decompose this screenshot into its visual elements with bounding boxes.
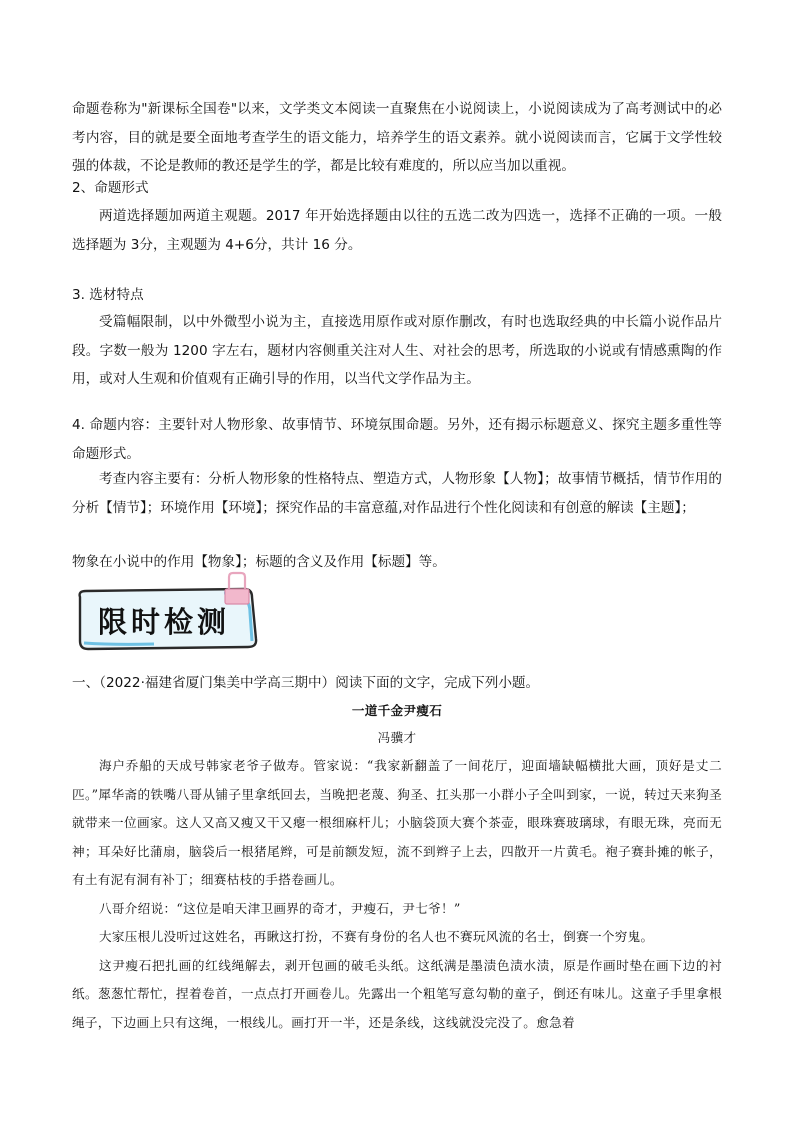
- story-paragraph: 八哥介绍说：“这位是咱天津卫画界的奇才，尹瘦石，尹七爷！”: [99, 900, 461, 916]
- question-intro-text: 一、（2022·福建省厦门集美中学高三期中）阅读下面的文字，完成下列小题。: [72, 675, 540, 691]
- intro-text-6: 物象在小说中的作用【物象】；标题的含义及作用【标题】等。: [72, 554, 446, 570]
- intro-text-2: 两道选择题加两道主观题。2017 年开始选择题由以往的五选二改为四选一，选择不正确的一项。一般选择题为 3分，主观题为 4+6分，共计 16 分。: [72, 208, 722, 253]
- question-intro: [72, 669, 722, 698]
- banner-title: 限时检测: [98, 605, 231, 639]
- story-author: 冯骥才: [377, 729, 417, 745]
- intro-paragraph-3: [72, 308, 722, 394]
- intro-text-1: 命题卷称为"新课标全国卷"以来，文学类文本阅读一直聚焦在小说阅读上，小说阅读成为了高考测试中的必考内容，目的就是要全面地考查学生的语文能力，培养学生的语文素养。就小说阅读而言，它属于文学性较强的体裁，不论是教师的教还是学生的学，都是比较有难度的，所以应当加以重视。: [72, 101, 722, 174]
- story-title: 一道千金尹瘦石: [351, 703, 443, 718]
- section-heading-2: [72, 174, 722, 203]
- intro-paragraph-6: [72, 548, 722, 577]
- intro-paragraph-4: [72, 411, 722, 468]
- intro-text-4: 4. 命题内容：主要针对人物形象、故事情节、环境氛围命题。另外，还有揭示标题意义、探究主题多重性等命题形式。: [72, 417, 722, 462]
- heading-text-2: 2、命题形式: [72, 180, 149, 196]
- intro-text-5: 考查内容主要有：分析人物形象的性格特点、塑造方式，人物形象【人物】；故事情节概括，情节作用的分析【情节】；环境作用【环境】；探究作品的丰富意蕴,对作品进行个性化阅读和有创意的解读【主题】；: [72, 471, 722, 516]
- story-paragraph: 这尹瘦石把扎画的红线绳解去，剥开包画的破毛头纸。这纸满是墨渍色渍水渍，原是作画时垫在画下边的衬纸。葱葱忙帮忙，捏着卷首，一点点打开画卷儿。先露出一个粗笔写意勾勒的童子，倒还有味儿。这童子手里拿根绳子，下边画上只有这绳，一根线儿。画打开一半，还是条线，这线就没完没了。愈急着: [72, 957, 722, 1030]
- story-paragraph: 大家压根儿没听过这姓名，再瞅这打扮，不赛有身份的名人也不赛玩风流的名士，倒赛一个穷鬼。: [99, 929, 654, 944]
- story-section: [72, 697, 722, 1037]
- heading-text-3: 3. 选材特点: [72, 287, 144, 303]
- story-paragraph: 海户乔船的天成号韩家老爷子做寿。管家说：“我家新翻盖了一间花厅，迎面墙缺幅横批大画，顶好是丈二匹。”犀华斋的铁嘴八哥从铺子里拿纸回去，当晚把老蔑、狗圣、扛头那一小群小子全叫到家，一说，转过天来狗圣就带来一位画家。这人又高又瘦又干又瘪一根细麻杆儿；小脑袋顶大赛个茶壶，眼珠赛玻璃球，有眼无珠，亮而无神；耳朵好比蒲扇，脑袋后一根猪尾辫，可是前额发短，流不到辫子上去，四散开一片黄毛。袍子赛卦摊的帐子，有土有泥有洞有补丁；细赛枯枝的手搭卷画儿。: [72, 758, 722, 887]
- section-heading-3: [72, 281, 722, 310]
- section-banner: [74, 583, 264, 655]
- intro-text-3: 受篇幅限制，以中外微型小说为主，直接选用原作或对原作删改，有时也选取经典的中长篇小说作品片段。字数一般为 1200 字左右，题材内容侧重关注对人生、对社会的思考，所选取的小说或有情感熏陶的作用，或对人生观和价值观有正确引导的作用，以当代文学作品为主。: [72, 314, 722, 387]
- intro-paragraph-5: [72, 465, 722, 522]
- intro-paragraph-2: [72, 202, 722, 259]
- intro-paragraph-1: [72, 95, 722, 181]
